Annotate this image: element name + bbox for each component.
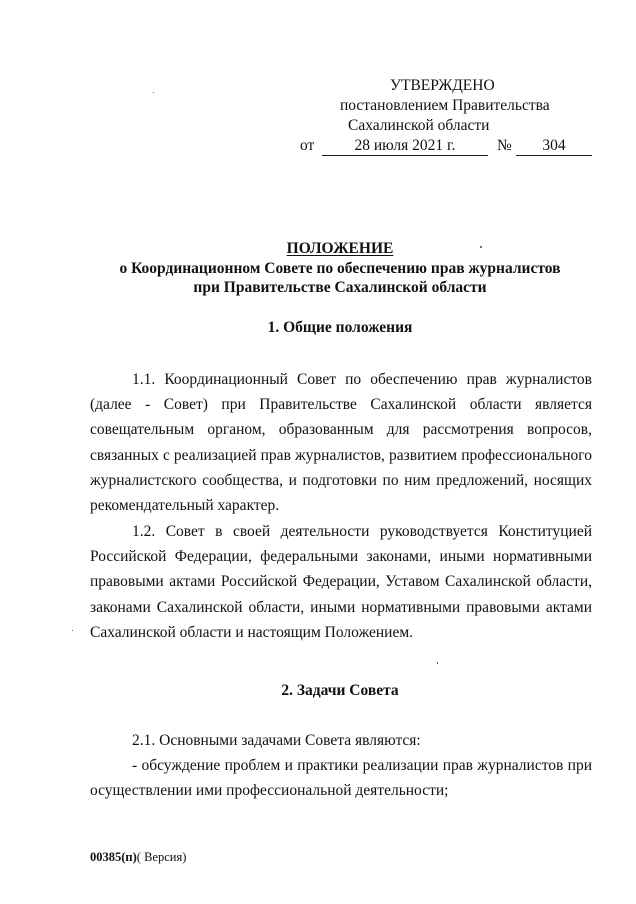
resolution-number: 304 [516,136,592,156]
approved-label: УТВЕРЖДЕНО [390,77,495,94]
paragraph-1-1: 1.1. Координационный Совет по обеспечению прав журналистов (далее - Совет) при Правительстве Сахалинской области является совещательным органом, образованным для рассмотрения вопросов, связанных с реализацией прав журналистов, развитием профессионального журналистского сообщества, и подготовки по ним предложений, носящих рекомендательный характер. [90,371,592,515]
approval-line-1 [300,76,600,96]
section-2-heading: 2. Задачи Совета [281,682,399,699]
section-1-heading: 1. Общие положения [267,319,413,336]
paragraph-2-1-item: - обсуждение проблем и практики реализации прав журналистов при осуществлении ими профессиональной деятельности; [90,757,592,800]
document-title: ПОЛОЖЕНИЕ [286,240,394,257]
approval-line-3 [300,116,600,136]
scan-speck [72,630,73,631]
scan-speck [437,662,438,664]
document-subtitle-line-1: о Координационном Совете по обеспечению прав журналистов [119,260,561,277]
resolution-date: 28 июля 2021 г. [322,136,488,156]
approval-line-2 [300,96,600,116]
region-label: Сахалинской области [348,117,490,134]
scan-speck [480,246,482,248]
approval-date-line [300,136,600,158]
footer-version: ( Версия) [136,850,187,864]
resolution-label: постановлением Правительства [340,97,550,114]
scan-speck [153,92,154,93]
approval-stamp [300,76,600,158]
paragraph-1-2: 1.2. Совет в своей деятельности руководствуется Конституцией Российской Федерации, федеральными законами, иными нормативными правовыми актами Российской Федерации, Уставом Сахалинской области, законами Сахалинской области, иными нормативными правовыми актами Сахалинской области и настоящим Положением. [90,523,592,641]
page-footer [90,849,186,865]
paragraph-2-1: 2.1. Основными задачами Совета являются: [132,732,421,749]
from-label: от [300,137,315,154]
number-sign: № [497,137,512,154]
document-subtitle-line-2: при Правительстве Сахалинской области [193,279,487,296]
footer-code: 00385(п) [90,850,137,864]
